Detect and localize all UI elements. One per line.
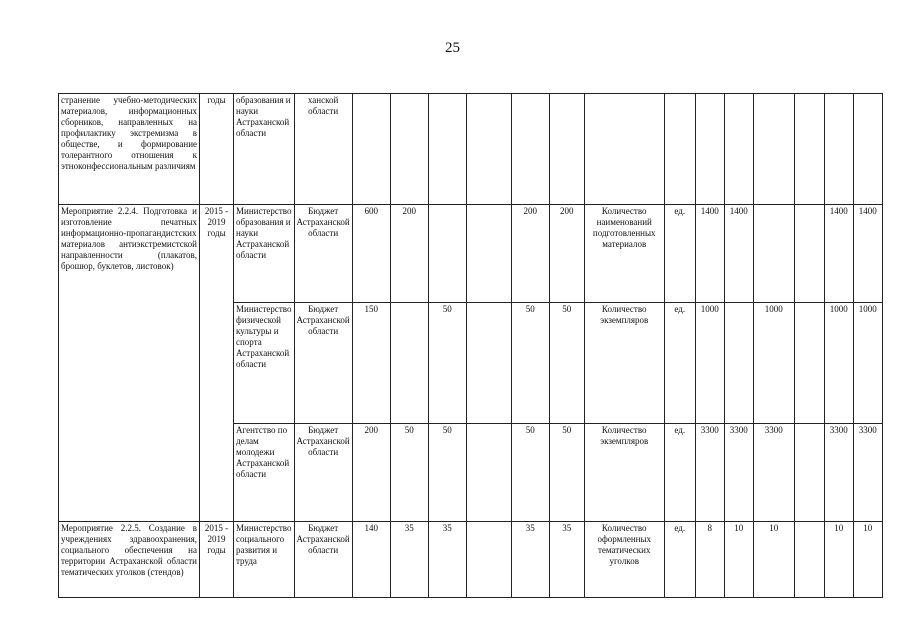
funding-2016	[428, 94, 466, 205]
indicator-2016: 1400	[724, 205, 753, 303]
indicator-2016	[724, 94, 753, 205]
indicator-total	[853, 94, 882, 205]
period: 2015 - 2019 годы	[200, 205, 234, 522]
funding-2018: 50	[511, 303, 549, 424]
funding-2016	[428, 205, 466, 303]
table-row	[59, 522, 883, 598]
indicator-2017: 10	[753, 522, 794, 598]
funding-2015: 50	[390, 424, 428, 522]
indicator-2017	[753, 94, 794, 205]
funding-source: Бюджет Астраханской области	[294, 522, 352, 598]
indicator-unit	[664, 94, 695, 205]
funding-total	[352, 94, 390, 205]
indicator-2018	[794, 205, 824, 303]
indicator-2019: 1400	[824, 205, 853, 303]
indicator-unit: ед.	[664, 424, 695, 522]
funding-2019: 50	[549, 303, 584, 424]
funding-2017	[466, 522, 511, 598]
indicator-name	[584, 94, 664, 205]
indicator-2015: 1000	[695, 303, 724, 424]
indicator-name: Количество экземпляров	[584, 303, 664, 424]
indicator-2015: 8	[695, 522, 724, 598]
funding-2019: 35	[549, 522, 584, 598]
indicator-2015: 1400	[695, 205, 724, 303]
measure-name: Мероприятие 2.2.4. Подготовка и изготовление печатных информационно-пропагандистских материалов антиэкстремистской направленности (плакатов, брошюр, буклетов, листовок)	[59, 205, 200, 522]
funding-2018: 50	[511, 424, 549, 522]
funding-2017	[466, 94, 511, 205]
indicator-2017	[753, 205, 794, 303]
funding-2015	[390, 94, 428, 205]
indicator-name: Количество наименований подготовленных материалов	[584, 205, 664, 303]
indicator-2016: 10	[724, 522, 753, 598]
indicator-2017: 1000	[753, 303, 794, 424]
indicator-2016	[724, 303, 753, 424]
funding-source: Бюджет Астраханской области	[294, 303, 352, 424]
period: 2015 - 2019 годы	[200, 522, 234, 598]
indicator-name: Количество оформленных тематических уголков	[584, 522, 664, 598]
indicator-2017: 3300	[753, 424, 794, 522]
indicator-2015: 3300	[695, 424, 724, 522]
funding-2018: 35	[511, 522, 549, 598]
funding-2018: 200	[511, 205, 549, 303]
executor: Агентство по делам молодежи Астраханской области	[234, 424, 295, 522]
funding-total: 150	[352, 303, 390, 424]
funding-2017	[466, 424, 511, 522]
funding-2016: 50	[428, 303, 466, 424]
measure-name: странение учебно-методических материалов, информационных сборников, направленных на профилактику экстремизма в обществе, и формирование толерантного отношения к этноконфессиональным различиям	[59, 94, 200, 205]
indicator-2018	[794, 424, 824, 522]
table-row	[59, 205, 883, 303]
indicator-2019	[824, 94, 853, 205]
funding-2016: 35	[428, 522, 466, 598]
funding-2019: 50	[549, 424, 584, 522]
funding-total: 600	[352, 205, 390, 303]
period: годы	[200, 94, 234, 205]
program-table	[58, 93, 883, 598]
page-number: 25	[445, 40, 460, 56]
indicator-total: 3300	[853, 424, 882, 522]
indicator-name: Количество экземпляров	[584, 424, 664, 522]
measure-name: Мероприятие 2.2.5. Создание в учреждениях здравоохранения, социального обеспечения на территории Астраханской области тематических уголков (стендов)	[59, 522, 200, 598]
indicator-total: 1400	[853, 205, 882, 303]
funding-2015: 35	[390, 522, 428, 598]
funding-source: ханской области	[294, 94, 352, 205]
funding-source: Бюджет Астраханской области	[294, 205, 352, 303]
indicator-2018	[794, 303, 824, 424]
funding-2015: 200	[390, 205, 428, 303]
indicator-2019: 1000	[824, 303, 853, 424]
indicator-total: 1000	[853, 303, 882, 424]
indicator-2015	[695, 94, 724, 205]
indicator-2016: 3300	[724, 424, 753, 522]
indicator-unit: ед.	[664, 522, 695, 598]
indicator-2019: 10	[824, 522, 853, 598]
funding-2019: 200	[549, 205, 584, 303]
funding-2018	[511, 94, 549, 205]
table-row	[59, 94, 883, 205]
indicator-unit: ед.	[664, 205, 695, 303]
executor: Министерство образования и науки Астраханской области	[234, 205, 295, 303]
funding-total: 200	[352, 424, 390, 522]
executor: Министерство физической культуры и спорта Астраханской области	[234, 303, 295, 424]
indicator-2018	[794, 522, 824, 598]
funding-source: Бюджет Астраханской области	[294, 424, 352, 522]
indicator-2018	[794, 94, 824, 205]
executor: образования и науки Астраханской области	[234, 94, 295, 205]
funding-total: 140	[352, 522, 390, 598]
executor: Министерство социального развития и труда	[234, 522, 295, 598]
funding-2016: 50	[428, 424, 466, 522]
funding-2017	[466, 205, 511, 303]
indicator-2019: 3300	[824, 424, 853, 522]
funding-2019	[549, 94, 584, 205]
indicator-total: 10	[853, 522, 882, 598]
funding-2015	[390, 303, 428, 424]
funding-2017	[466, 303, 511, 424]
indicator-unit: ед.	[664, 303, 695, 424]
